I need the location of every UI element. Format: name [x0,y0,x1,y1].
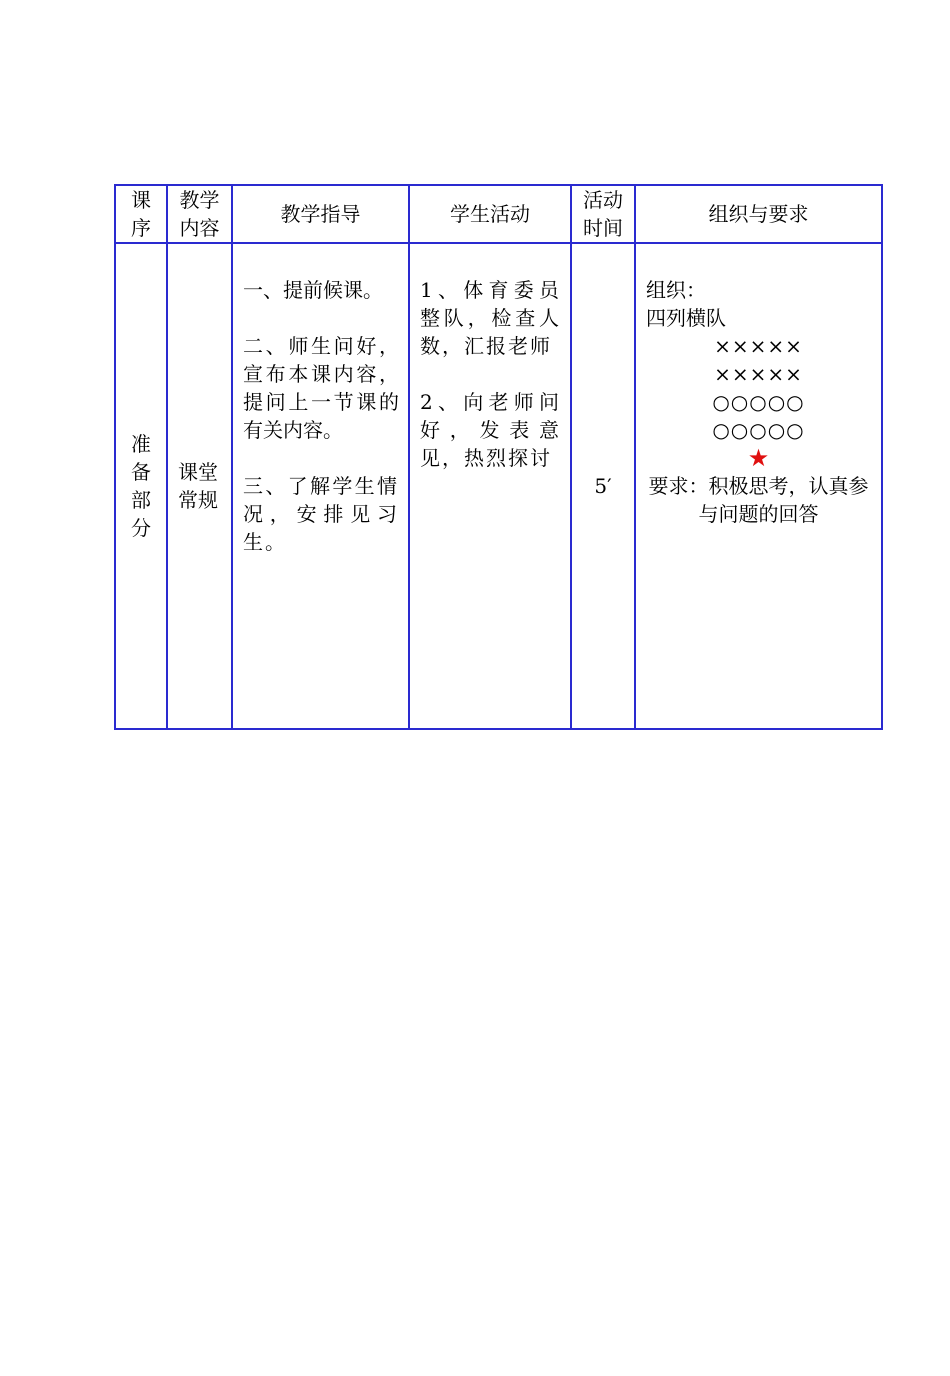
activity-time: 5′ [594,474,612,498]
activity-item: 1、体育委员整队，检查人数，汇报老师 [420,278,561,358]
header-organization: 组织与要求 [635,185,882,243]
cell-content: 课堂 常规 [167,243,232,729]
section-label: 准备部分 [131,432,151,540]
formation-row: ××××× [714,334,803,358]
header-content: 教学 内容 [167,185,232,243]
table-row [115,243,882,729]
guidance-item: 三、了解学生情况，安排见习生。 [243,474,399,554]
guidance-item: 二、师生问好，宣布本课内容，提问上一节课的有关内容。 [243,334,399,442]
formation-row: ××××× [714,362,803,386]
teacher-star-icon: ★ [747,444,770,472]
formation-row: ○○○○○ [712,418,805,442]
header-time: 活动 时间 [571,185,635,243]
activity-item: 2、向老师问好，发表意见，热烈探讨 [420,390,561,470]
cell-guidance [232,243,409,729]
cell-organization [635,243,882,729]
organization-label: 组织： [646,278,706,302]
cell-time [571,243,635,729]
header-guidance: 教学指导 [232,185,409,243]
cell-student-activity [409,243,571,729]
guidance-item: 一、提前候课。 [243,278,383,302]
formation-row: ○○○○○ [712,390,805,414]
table-header-row [115,185,882,243]
header-student-activity: 学生活动 [409,185,571,243]
header-sequence: 课 序 [115,185,167,243]
cell-section [115,243,167,729]
requirement-text: 要求：积极思考，认真参与问题的回答 [648,474,869,526]
formation-name: 四列横队 [646,306,726,330]
lesson-plan-table [114,184,883,730]
